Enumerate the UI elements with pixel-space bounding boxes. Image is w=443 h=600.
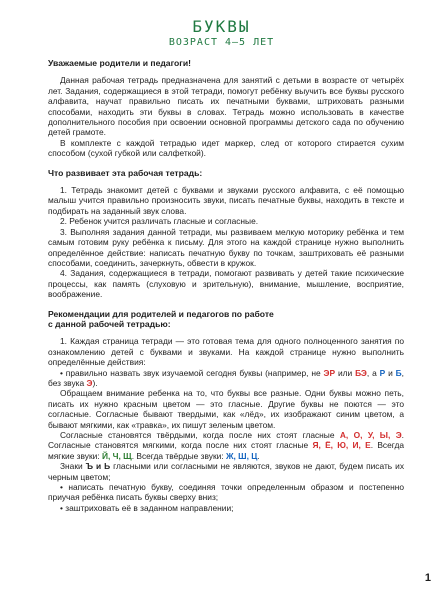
text-span: и (385, 367, 396, 378)
text-span: . Всегда мягкие звуки: (48, 440, 404, 461)
text-span: . Согласные становятся мягкими, когда после них стоят гласные (48, 430, 404, 451)
text-span: • правильно назвать звук изучаемой сегодня буквы (например, не (60, 367, 324, 378)
letter-eh: Э (86, 377, 93, 388)
text-span: или (335, 367, 356, 378)
text-span: гласными или согласными не являются, звуков не дают, будем писать их черным цветом; (48, 461, 405, 482)
spacer (48, 159, 404, 168)
recommendations-bullet-2: • написать печатную букву, соединяя точки определенным образом и постепенно приучая ребёнка писать буквы сверху вниз; (48, 482, 404, 503)
develops-heading: Что развивает эта рабочая тетрадь: (48, 167, 203, 178)
page-header (0, 18, 443, 49)
recommendations-paragraph-2: Обращаем внимание ребенка на то, что буквы все разные. Одни буквы можно петь, писать их нужно красным цветом — это гласные. Другие буквы не поются — это согласные. Согласные бывают твердыми, как «лёд», их изображают синим цветом, а бывают мягкими, как «травка», их пишут зеленым цветом. (48, 388, 404, 430)
soft-vowels: Я, Ё, Ю, И, Е (312, 440, 371, 451)
recommendations-paragraph-1: 1. Каждая страница тетради — это готовая тема для одного полноценного занятия по ознакомлению детей с буквами и звуками. На каждой странице нужно выполнить определённые действия: (48, 336, 404, 368)
letter-b: Б (395, 367, 402, 378)
text-span: , без звука (48, 367, 404, 388)
letter-r: Р (379, 367, 386, 378)
recommendations-heading-line-1: Рекомендации для родителей и педагогов по работе (48, 308, 274, 319)
intro-paragraph-2: В комплекте с каждой тетрадью идет маркер, след от которого стирается сухим способом (сухой губкой или салфеткой). (48, 137, 404, 159)
recommendations-heading (48, 309, 404, 330)
develops-item-1: 1. Тетрадь знакомит детей с буквами и звуками русского алфавита, с её помощью малыш учится правильно произносить звуки, писать печатные буквы, находить в тексте и подбирать на заданный звук слова. (48, 185, 404, 216)
recommendations-bullet-3: • заштриховать её в заданном направлении; (60, 502, 234, 513)
letter-er: ЭР (323, 367, 336, 378)
text-span: ). (92, 377, 98, 388)
page-number: 1 (424, 572, 431, 584)
text-span: . Всегда твёрдые звуки: (131, 450, 226, 461)
document-body (48, 58, 404, 513)
develops-item-2: 2. Ребенок учится различать гласные и согласные. (60, 216, 259, 227)
recommendations-paragraph-4 (48, 461, 404, 482)
letter-be: БЭ (355, 367, 367, 378)
develops-item-4: 4. Задания, содержащиеся в тетради, помогают развивать у детей такие психические процессы, как память (слуховую и зрительную), внимание, мышление, восприятие, воображение. (48, 268, 404, 300)
text-span: Знаки (60, 461, 86, 472)
recommendations-heading-line-2: с данной рабочей тетрадью: (48, 318, 171, 329)
always-hard-letters: Ж, Ш, Ц (225, 450, 258, 461)
spacer (48, 300, 404, 309)
develops-item-3: 3. Выполняя задания данной тетради, мы развиваем мелкую моторику ребёнка и тем самым готовим руку ребёнка к письму. Для этого на каждой странице нужно выполнить определённое действие: написать печатную букву по точкам, заштриховать её разными способами, соединить, зачеркнуть, обвести в кружок. (48, 226, 404, 268)
text-span: , а (366, 367, 380, 378)
hard-vowels: А, О, У, Ы, Э (339, 430, 402, 440)
hard-soft-signs: Ъ и Ь (85, 461, 111, 472)
left-margin (0, 0, 14, 600)
intro-paragraph-1: Данная рабочая тетрадь предназначена для занятий с детьми в возрасте от четырёх лет. Задания, содержащиеся в этой тетради, помогут ребёнку выучить все буквы русского алфавита, научат правильно писать их печатными буквами, штриховать разными способами, находить эти буквы в словах. Тетрадь можно использовать в качестве дополнительного пособия при освоении основной программы детского сада по обучению детей грамоте. (48, 75, 404, 138)
page-title: БУКВЫ (192, 17, 251, 36)
text-span: Согласные становятся твёрдыми, когда после них стоят гласные (60, 430, 340, 440)
recommendations-bullet-1 (48, 368, 404, 389)
text-span: . (257, 450, 260, 461)
page-subtitle: ВОЗРАСТ 4–5 ЛЕТ (168, 37, 275, 48)
recommendations-paragraph-3 (48, 430, 404, 461)
always-soft-letters: Й, Ч, Щ (101, 450, 132, 461)
intro-heading: Уважаемые родители и педагоги! (48, 58, 192, 68)
